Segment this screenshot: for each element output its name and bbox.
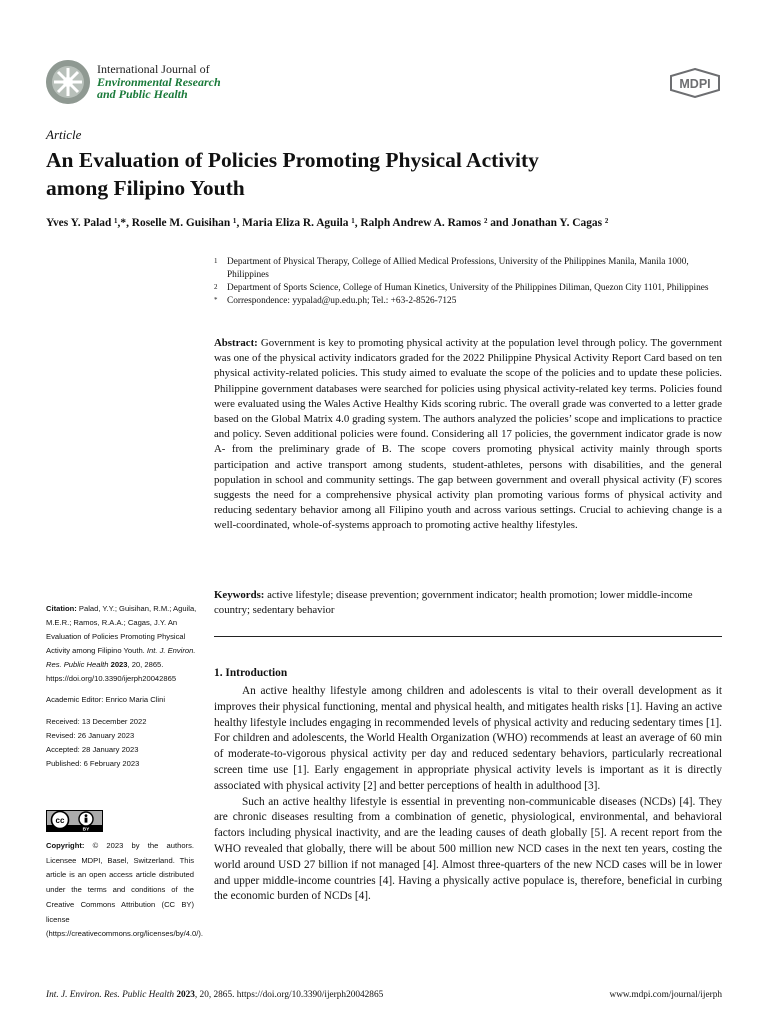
journal-name-line1: International Journal of	[97, 62, 210, 76]
keywords	[214, 588, 722, 618]
title-line1: An Evaluation of Policies Promoting Physical Activity	[46, 148, 539, 172]
abstract	[214, 336, 722, 534]
correspondence-text: Correspondence: yypalad@up.edu.ph; Tel.: +63-2-8526-7125	[227, 296, 457, 306]
keywords-label: Keywords:	[214, 589, 265, 601]
cc-by-license-badge[interactable]	[46, 810, 103, 832]
academic-editor: Academic Editor: Enrico Maria Clini	[46, 695, 166, 705]
abstract-text: Government is key to promoting physical activity at the population level through policy. The government was one of the physical activity indicators graded for the 2022 Philippine Physical Activity Report Card based on ten physical activity-related policies. This study aimed to evaluate the scope of the policies and to update these policies. Philippine government databases were searched for policies using physical activity-related key terms. Policies found were evaluated using the Wales Active Healthy Kids scoring rubric. The overall grade was converted to a letter grade based on the Global Matrix 4.0 grading system. The authors analyzed the policies’ scope and implications to practice and policy. Seven additional policies were found. Considering all 17 policies, the government indicator grade is now A- from the preliminary grade of B. The scope covers promoting physical activity mainly through sports participation and active transport among students, student-athletes, persons with disabilities, and the general population in school and community settings. The gap between government and overall physical activity (F) scores suggests the need for a comprehensive physical activity plan promoting various forms of physical activity and reducing sedentary behavior among all Filipino youth and across various settings. Crucial to achieving change is a well-coordinated, whole-of-systems approach to promoting active healthy lifestyles.	[214, 337, 722, 532]
affiliation-mark: *	[214, 296, 218, 304]
affiliation-text: Department of Sports Science, College of Human Kinetics, University of the Philippines Diliman, Quezon City 1101, Philippines	[227, 283, 709, 293]
copyright-notice	[46, 839, 203, 942]
citation-rest[interactable]: , 20, 2865. https://doi.org/10.3390/ijerph20042865	[46, 659, 177, 683]
introduction-body	[214, 684, 722, 905]
author-list: Yves Y. Palad ¹,*, Roselle M. Guisihan ¹, Maria Eliza R. Aguila ¹, Ralph Andrew A. Ramos ² and Jonathan Y. Cagas ²	[46, 217, 609, 229]
journal-logo	[46, 60, 90, 104]
footer-journal-url[interactable]: www.mdpi.com/journal/ijerph	[609, 990, 722, 1000]
citation-year: 2023	[110, 659, 128, 669]
revised-date: Revised: 26 January 2023	[46, 731, 135, 741]
abstract-label: Abstract:	[214, 337, 258, 349]
section-heading-introduction: 1. Introduction	[214, 667, 288, 679]
paragraph: Such an active healthy lifestyle is essential in preventing non-communicable diseases (NCDs) [4]. They are chronic diseases resulting from a combination of genetic, physiological, environmental, and behavioral factors including physical inactivity, and are the leading causes of death globally [5]. A recent report from the WHO revealed that globally, there will be about 500 million new NCD cases in the next ten years, costing the world around USD 27 billion if not managed [4]. Almost three-quarters of the new NCD cases will be in lower and upper middle-income countries [4]. Having a physically active populace is, therefore, beneficial in curbing the economic burden of NCDs [4].	[214, 795, 722, 903]
footer-doi[interactable]: , 20, 2865. https://doi.org/10.3390/ijerph20042865	[194, 990, 384, 1000]
received-date: Received: 13 December 2022	[46, 717, 147, 727]
title-line2: among Filipino Youth	[46, 176, 245, 200]
svg-text:BY: BY	[82, 827, 90, 832]
affiliations	[214, 256, 729, 308]
paragraph: An active healthy lifestyle among children and adolescents is vital to their overall development as it improves their physical functioning, mental and physical health, and mitigates health risks [1]. Having an active healthy lifestyle includes engaging in recommended levels of physical activity and reducing sedentary times [1]. For children and adolescents, the World Health Organization (WHO) recommends at least an average of 60 min of moderate-to-vigorous physical activity per day and reduced sedentary behaviors, particularly recreational screen time use [1]. Early engagement in appropriate physical activity levels is important as it is directly associated with physical activity [2] and better perceptions of health in adulthood [3].	[214, 685, 722, 792]
affiliation-2	[214, 282, 729, 295]
article-sidebar	[46, 602, 198, 771]
footer-year: 2023	[176, 990, 195, 1000]
footer-journal: Int. J. Environ. Res. Public Health	[46, 990, 174, 1000]
divider	[214, 636, 722, 637]
svg-text:cc: cc	[55, 816, 65, 825]
published-date: Published: 6 February 2023	[46, 759, 140, 769]
journal-name	[97, 63, 221, 101]
copyright-label: Copyright:	[46, 841, 85, 850]
keywords-text: active lifestyle; disease prevention; government indicator; health promotion; lower middle-income country; sedentary behavior	[214, 589, 693, 617]
copyright-text: © 2023 by the authors. Licensee MDPI, Basel, Switzerland. This article is an open access article distributed under the terms and conditions of the Creative Commons Attribution (CC BY) license (https://creativecommons.org/licenses/by/4.0/).	[46, 841, 203, 939]
citation-text: Palad, Y.Y.; Guisihan, R.M.; Aguila, M.E.R.; Ramos, R.A.A.; Cagas, J.Y. An Evaluation of Policies Promoting Physical Activity among Filipino Youth.	[46, 604, 197, 655]
page-title	[46, 146, 686, 202]
citation-journal: Int. J. Environ. Res. Public Health	[46, 645, 196, 669]
accepted-date: Accepted: 28 January 2023	[46, 745, 139, 755]
correspondence	[214, 295, 729, 308]
journal-name-line2: Environmental Research	[97, 74, 221, 89]
affiliation-1	[214, 256, 729, 282]
footer-citation	[46, 990, 383, 1000]
journal-name-line3: and Public Health	[97, 87, 188, 101]
affiliation-text: Department of Physical Therapy, College of Allied Medical Professions, University of the Philippines Manila, Manila 1000, Philippines	[227, 257, 689, 280]
article-type: Article	[46, 127, 82, 142]
affiliation-mark: 2	[214, 283, 218, 291]
mdpi-logo	[668, 68, 722, 98]
citation-label: Citation:	[46, 604, 77, 613]
mdpi-logo-text: MDPI	[679, 77, 711, 91]
affiliation-mark: 1	[214, 257, 218, 265]
citation	[46, 602, 198, 685]
